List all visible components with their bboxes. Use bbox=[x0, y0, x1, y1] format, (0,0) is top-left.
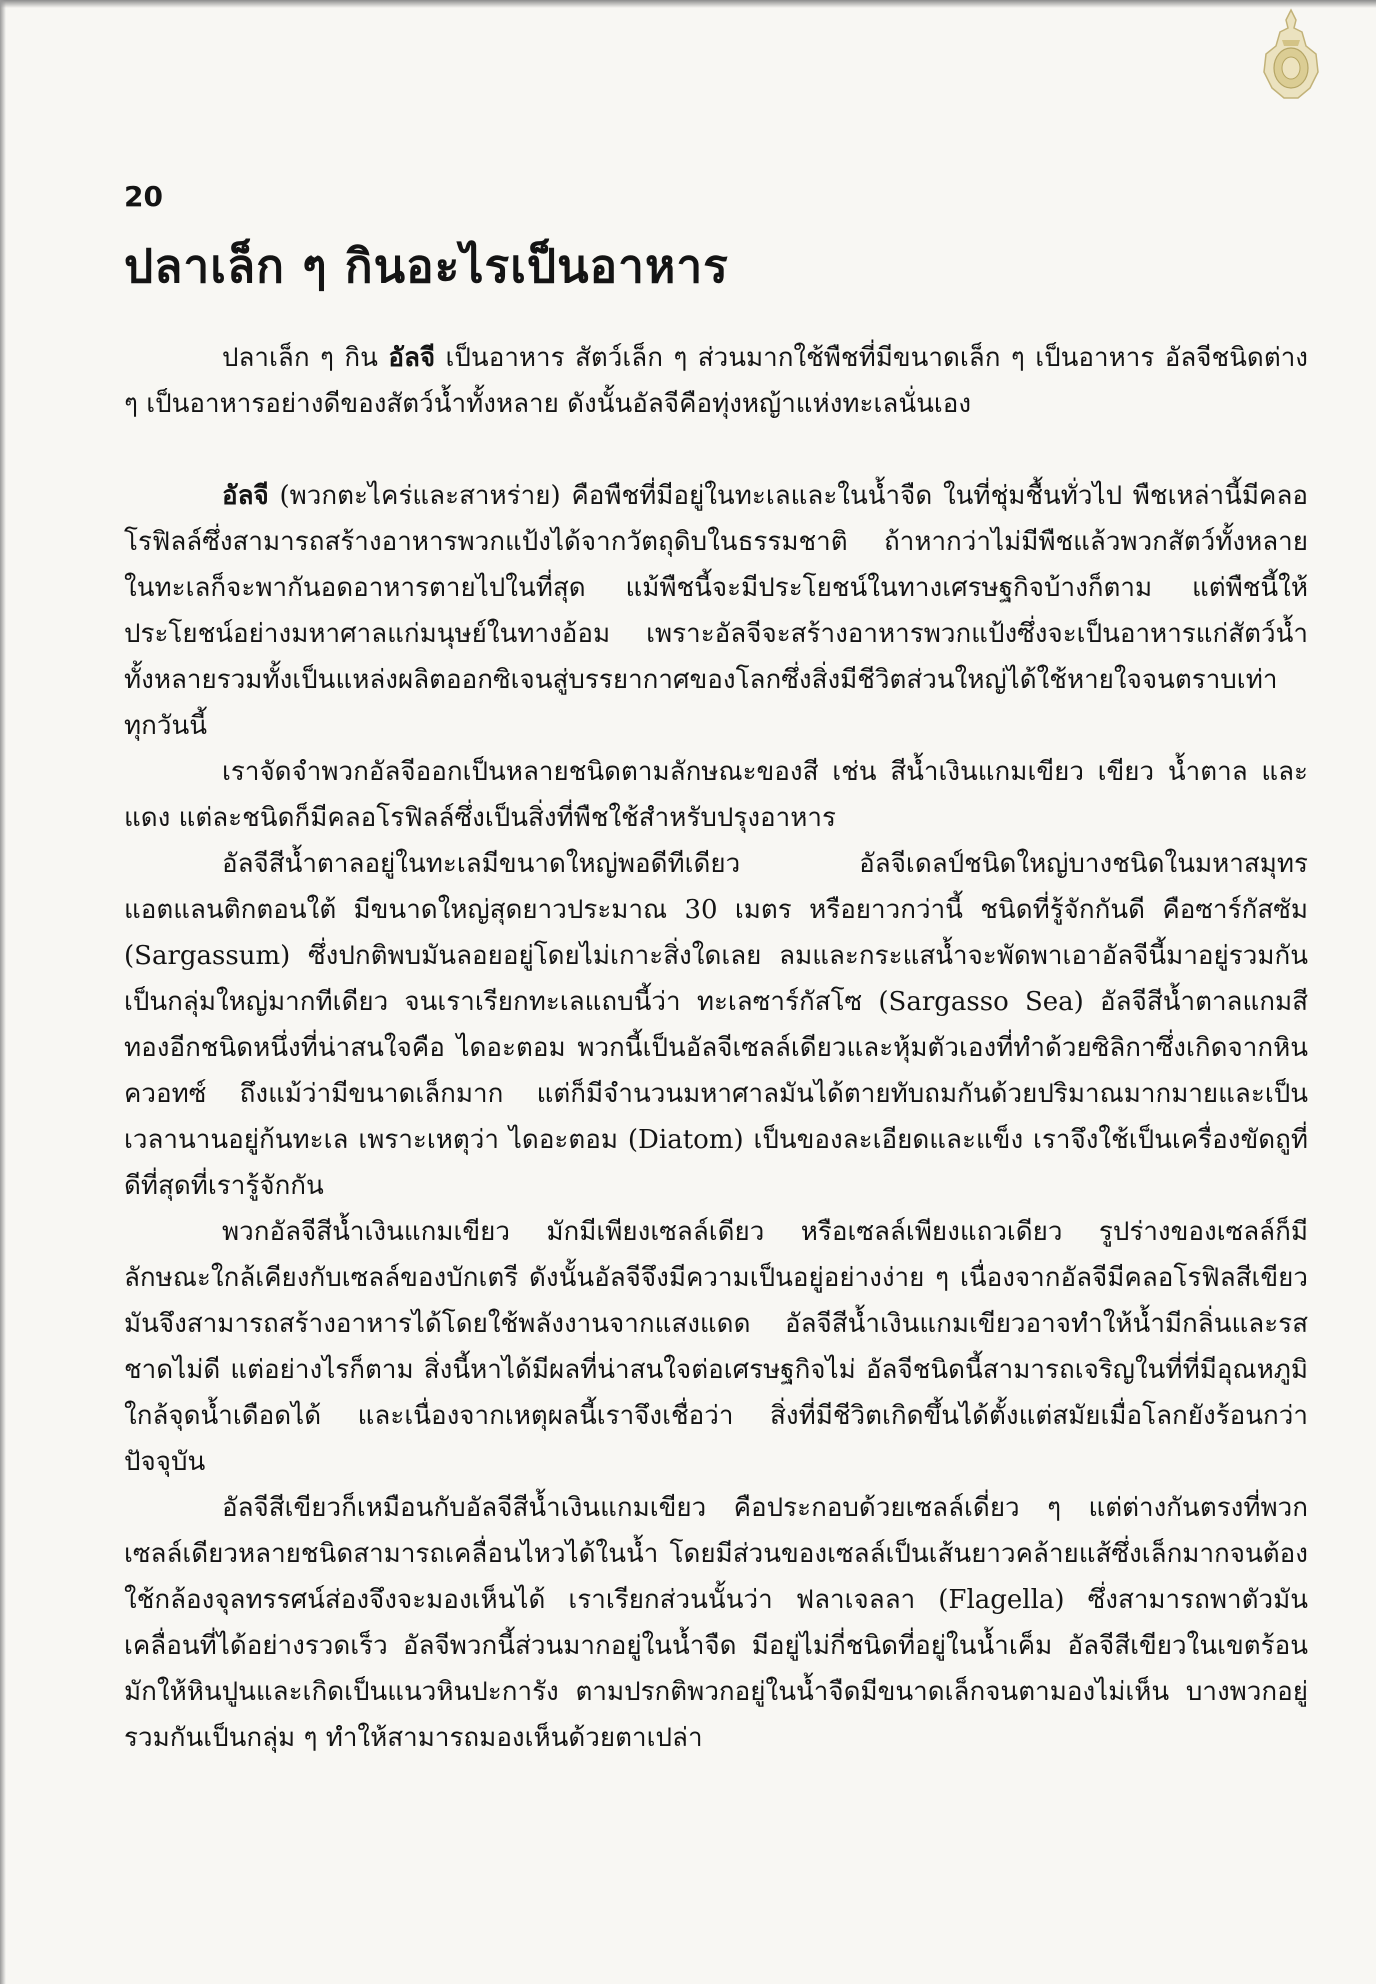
page-number: 20 bbox=[124, 180, 163, 213]
key-term: อัลจี bbox=[222, 481, 269, 511]
scan-edge-left bbox=[0, 0, 6, 1984]
article-body bbox=[124, 335, 1308, 1761]
paragraph: พวกอัลจีสีน้ำเงินแกมเขียว มักมีเพียงเซลล์เดียว หรือเซลล์เพียงแถวเดียว รูปร่างของเซลล์ก็มีลักษณะใกล้เคียงกับเซลล์ของบักเตรี ดังนั้นอัลจีจึงมีความเป็นอยู่อย่างง่าย ๆ เนื่องจากอัลจีมีคลอโรฟิลสีเขียว มันจึงสามารถสร้างอาหารได้โดยใช้พลังงานจากแสงแดด อัลจีสีน้ำเงินแกมเขียวอาจทำให้น้ำมีกลิ่นและรสชาดไม่ดี แต่อย่างไรก็ตาม สิ่งนี้หาได้มีผลที่น่าสนใจต่อเศรษฐกิจไม่ อัลจีชนิดนี้สามารถเจริญในที่ที่มีอุณหภูมิใกล้จุดน้ำเดือดได้ และเนื่องจากเหตุผลนี้เราจึงเชื่อว่า สิ่งที่มีชีวิตเกิดขึ้นได้ตั้งแต่สมัยเมื่อโลกยังร้อนกว่าปัจจุบัน bbox=[124, 1217, 1308, 1477]
school-seal-icon bbox=[1258, 6, 1324, 106]
paragraph: ปลาเล็ก ๆ กิน อัลจี เป็นอาหาร สัตว์เล็ก ๆ ส่วนมากใช้พืชที่มีขนาดเล็ก ๆ เป็นอาหาร อัลจีชนิดต่าง ๆ เป็นอาหารอย่างดีของสัตว์น้ำทั้งหลาย ดังนั้นอัลจีคือทุ่งหญ้าแห่งทะเลนั่นเอง bbox=[124, 343, 1309, 419]
paragraph: อัลจีสีน้ำตาลอยู่ในทะเลมีขนาดใหญ่พอดีทีเดียว อัลจีเดลป์ชนิดใหญ่บางชนิดในมหาสมุทรแอตแลนติกตอนใต้ มีขนาดใหญ่สุดยาวประมาณ 30 เมตร หรือยาวกว่านี้ ชนิดที่รู้จักกันดี คือซาร์กัสซัม (Sargassum) ซึ่งปกติพบมันลอยอยู่โดยไม่เกาะสิ่งใดเลย ลมและกระแสน้ำจะพัดพาเอาอัลจีนี้มาอยู่รวมกันเป็นกลุ่มใหญ่มากทีเดียว จนเราเรียกทะเลแถบนี้ว่า ทะเลซาร์กัสโซ (Sargasso Sea) อัลจีสีน้ำตาลแกมสีทองอีกชนิดหนึ่งที่น่าสนใจคือ ไดอะตอม พวกนี้เป็นอัลจีเซลล์เดียวและหุ้มตัวเองที่ทำด้วยซิลิกาซึ่งเกิดจากหินควอทซ์ ถึงแม้ว่ามีขนาดเล็กมาก แต่ก็มีจำนวนมหาศาลมันได้ตายทับถมกันด้วยปริมาณมากมายและเป็นเวลานานอยู่ก้นทะเล เพราะเหตุว่า ไดอะตอม (Diatom) เป็นของละเอียดและแข็ง เราจึงใช้เป็นเครื่องขัดถูที่ดีที่สุดที่เรารู้จักกัน bbox=[124, 849, 1308, 1201]
paragraph: อัลจี (พวกตะไคร่และสาหร่าย) คือพืชที่มีอยู่ในทะเลและในน้ำจืด ในที่ชุ่มชื้นทั่วไป พืชเหล่านี้มีคลอโรฟิลล์ซึ่งสามารถสร้างอาหารพวกแป้งได้จากวัตถุดิบในธรรมชาติ ถ้าหากว่าไม่มีพืชแล้วพวกสัตว์ทั้งหลายในทะเลก็จะพากันอดอาหารตายไปในที่สุด แม้พืชนี้จะมีประโยชน์ในทางเศรษฐกิจบ้างก็ตาม แต่พืชนี้ให้ประโยชน์อย่างมหาศาลแก่มนุษย์ในทางอ้อม เพราะอัลจีจะสร้างอาหารพวกแป้งซึ่งจะเป็นอาหารแก่สัตว์น้ำทั้งหลายรวมทั้งเป็นแหล่งผลิตออกซิเจนสู่บรรยากาศของโลกซึ่งสิ่งมีชีวิตส่วนใหญ่ได้ใช้หายใจจนตราบเท่าทุกวันนี้ bbox=[124, 481, 1308, 741]
page-title: ปลาเล็ก ๆ กินอะไรเป็นอาหาร bbox=[124, 239, 729, 293]
paragraph: อัลจีสีเขียวก็เหมือนกับอัลจีสีน้ำเงินแกมเขียว คือประกอบด้วยเซลล์เดี่ยว ๆ แต่ต่างกันตรงที่พวกเซลล์เดียวหลายชนิดสามารถเคลื่อนไหวได้ในน้ำ โดยมีส่วนของเซลล์เป็นเส้นยาวคล้ายแส้ซึ่งเล็กมากจนต้องใช้กล้องจุลทรรศน์ส่องจึงจะมองเห็นได้ เราเรียกส่วนนั้นว่า ฟลาเจลลา (Flagella) ซึ่งสามารถพาตัวมันเคลื่อนที่ได้อย่างรวดเร็ว อัลจีพวกนี้ส่วนมากอยู่ในน้ำจืด มีอยู่ไม่กี่ชนิดที่อยู่ในน้ำเค็ม อัลจีสีเขียวในเขตร้อนมักให้หินปูนและเกิดเป็นแนวหินปะการัง ตามปรกติพวกอยู่ในน้ำจืดมีขนาดเล็กจนตามองไม่เห็น บางพวกอยู่รวมกันเป็นกลุ่ม ๆ ทำให้สามารถมองเห็นด้วยตาเปล่า bbox=[124, 1493, 1308, 1753]
paragraph: เราจัดจำพวกอัลจีออกเป็นหลายชนิดตามลักษณะของสี เช่น สีน้ำเงินแกมเขียว เขียว น้ำตาล และแดง แต่ละชนิดก็มีคลอโรฟิลล์ซึ่งเป็นสิ่งที่พืชใช้สำหรับปรุงอาหาร bbox=[124, 757, 1308, 833]
scan-edge-top bbox=[0, 0, 1376, 8]
key-term: อัลจี bbox=[388, 343, 436, 373]
